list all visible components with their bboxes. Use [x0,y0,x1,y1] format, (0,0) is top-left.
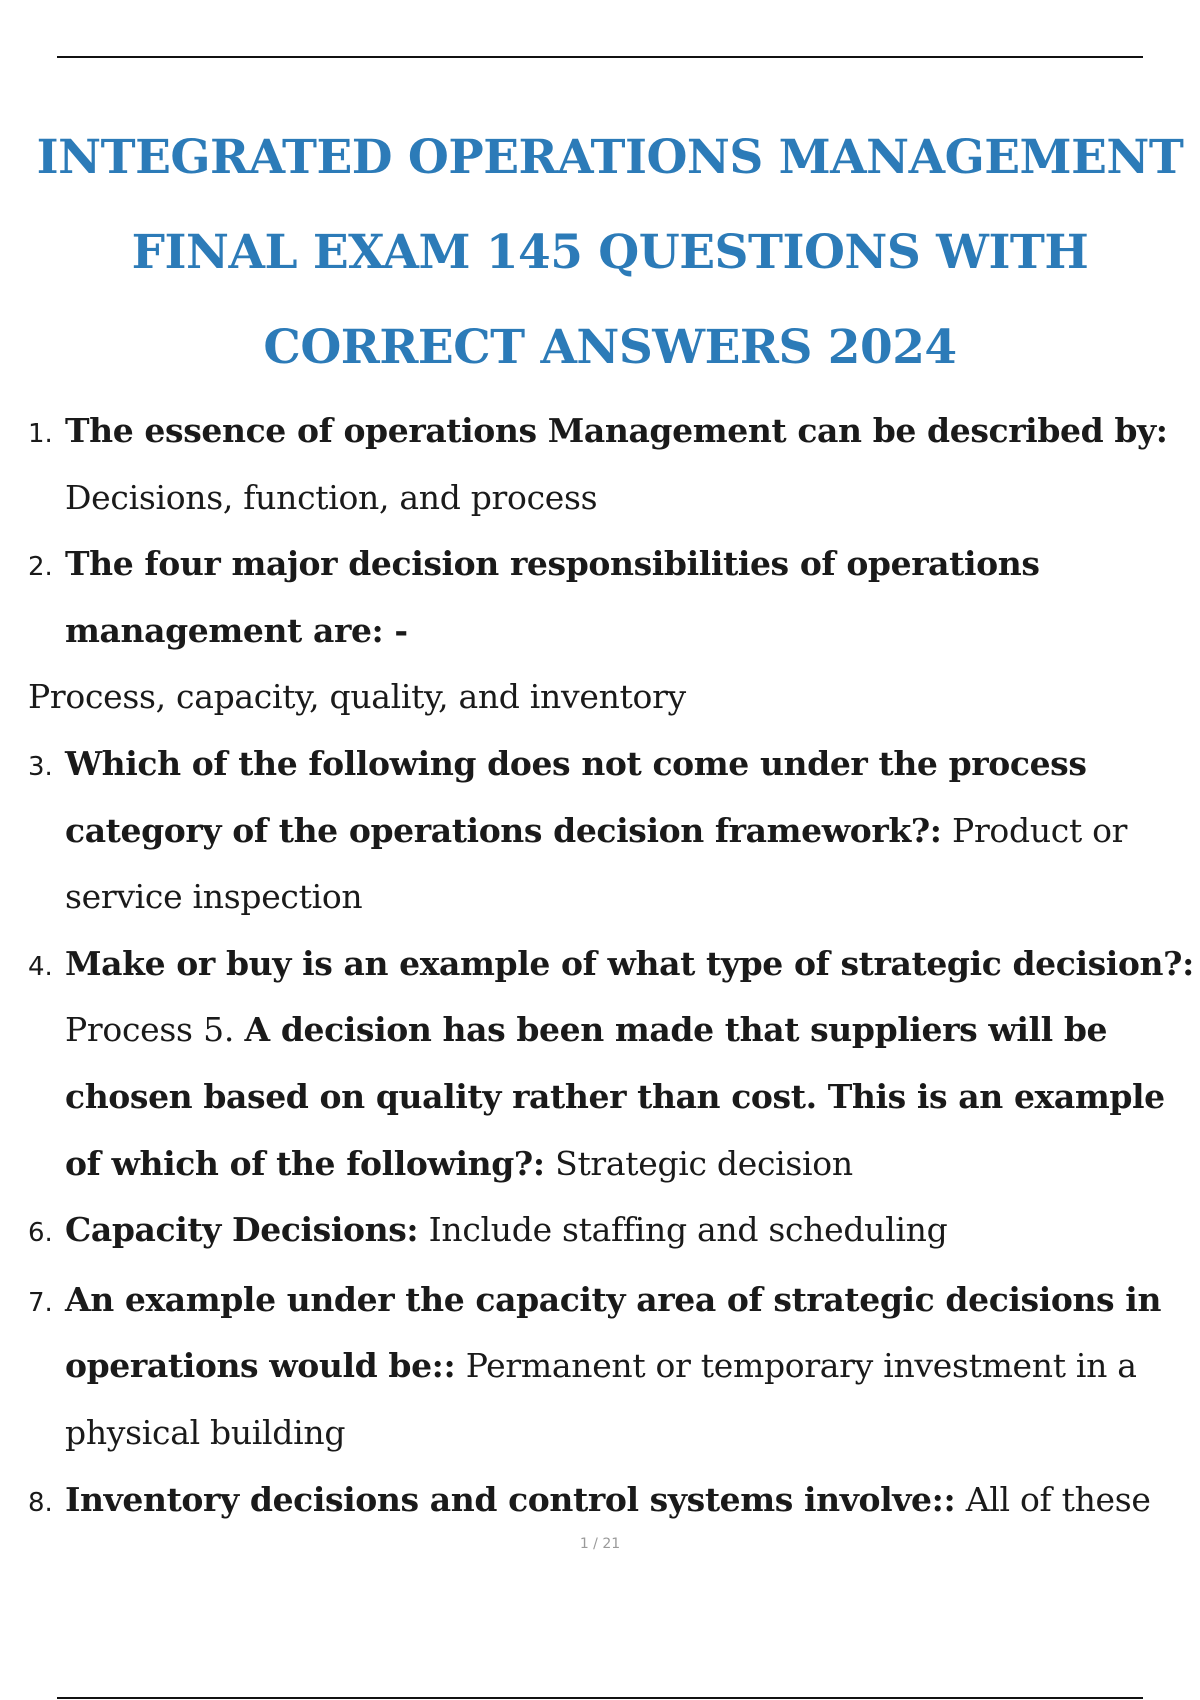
answer-text: Product or service inspection [65,810,1128,917]
question-number: 3. [28,751,53,782]
question-text: Make or buy is an example of what type of strategic decision?: [65,943,1194,983]
bottom-rule [57,1697,1143,1699]
question-text: Which of the following does not come under the process category of the operations decision framework?: [65,743,1087,850]
question-number: 2. [28,552,53,583]
top-rule [57,56,1143,58]
title-line-3: CORRECT ANSWERS 2024 [263,320,957,375]
question-item-8 [28,1467,1200,1537]
question-number: 5. [203,1010,235,1050]
answer-text: Permanent or temporary investment in a physical building [65,1346,1137,1452]
question-number: 4. [28,951,53,982]
page-indicator: 1 / 21 [579,1536,621,1552]
answer-text: Include staffing and scheduling [428,1210,948,1250]
document-title [20,110,1200,395]
question-number: 8. [28,1487,53,1518]
question-text: A decision has been made that suppliers will be chosen based on quality rather than cost. This is an example of which of the following?: [65,1010,1165,1183]
question-item-2 [28,531,1200,664]
question-number: 7. [28,1287,53,1318]
question-text: An example under the capacity area of strategic decisions in operations would be:: [65,1279,1162,1386]
question-text: The essence of operations Management can be described by: [65,411,1168,450]
question-number: 1. [28,419,53,449]
question-text: Inventory decisions and control systems involve:: [65,1479,956,1519]
answer-text: Process [65,1010,193,1050]
question-number: 6. [28,1218,53,1249]
question-text: The four major decision responsibilities of operations management are: - [65,544,1040,650]
answer-text: Strategic decision [555,1143,853,1183]
answer-text: Decisions, function, and process [65,477,598,517]
question-list [28,398,1200,1536]
question-item-6 [28,1197,1200,1267]
question-item-4 [28,931,1200,1197]
answer-text: All of these [965,1479,1151,1519]
question-item-1 [28,398,1200,531]
answer-text: Process, capacity, quality, and inventory [28,677,686,717]
question-item-7 [28,1267,1200,1467]
question-item-3 [28,731,1200,931]
question-text: Capacity Decisions: [65,1210,419,1250]
title-line-2: FINAL EXAM 145 QUESTIONS WITH [131,225,1089,280]
title-line-1: INTEGRATED OPERATIONS MANAGEMENT [36,130,1184,185]
